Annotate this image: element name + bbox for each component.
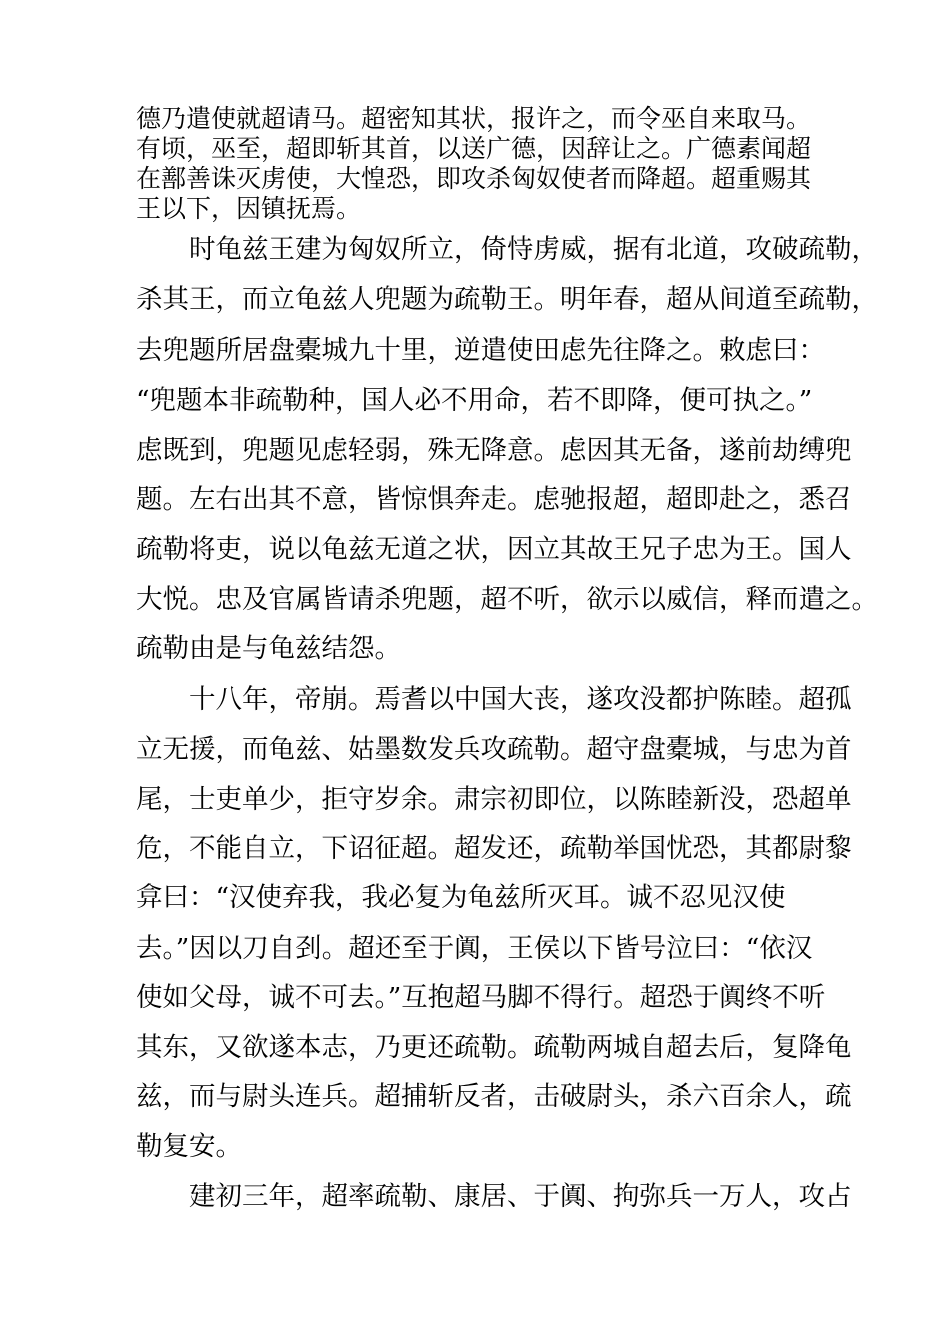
text-line: 德乃遣使就超请马。超密知其状，报许之，而令巫自来取马。 [136,104,812,133]
text-line: 题。左右出其不意，皆惊惧奔走。虑驰报超，超即赴之，悉召 [136,484,852,515]
text-line: 立无援，而龟兹、姑墨数发兵攻疏勒。超守盘橐城，与忠为首 [136,734,852,765]
text-line: 去。”因以刀自刭。超还至于阗，王侯以下皆号泣曰：“依汉 [136,933,813,964]
text-line: 大悦。忠及官属皆请杀兜题，超不听，欲示以威信，释而遣之。 [136,584,878,615]
text-line: 时龟兹王建为匈奴所立，倚恃虏威，据有北道，攻破疏勒， [189,234,878,265]
text-line: 虑既到，兜题见虑轻弱，殊无降意。虑因其无备，遂前劫缚兜 [136,435,852,466]
text-line: 勒复安。 [136,1131,242,1162]
text-line: 使如父母，诚不可去。”互抱超马脚不得行。超恐于阗终不听 [136,982,826,1013]
text-line: “兜题本非疏勒种，国人必不用命，若不即降，便可执之。” [136,385,813,416]
text-line: 建初三年，超率疏勒、康居、于阗、拘弥兵一万人，攻占 [189,1181,852,1212]
text-line: 在鄯善诛灭虏使，大惶恐，即攻杀匈奴使者而降超。超重赐其 [136,164,812,193]
text-line: 弇曰：“汉使弃我，我必复为龟兹所灭耳。诚不忍见汉使 [136,882,786,913]
text-line: 去兜题所居盘橐城九十里，逆遣使田虑先往降之。敕虑曰： [136,335,825,366]
text-line: 有顷，巫至，超即斩其首，以送广德，因辞让之。广德素闻超 [136,134,812,163]
text-line: 疏勒由是与龟兹结怨。 [136,633,401,664]
text-line: 尾，士吏单少，拒守岁余。肃宗初即位，以陈睦新没，恐超单 [136,784,852,815]
text-line: 疏勒将吏，说以龟兹无道之状，因立其故王兄子忠为王。国人 [136,534,852,565]
text-line: 危，不能自立，下诏征超。超发还，疏勒举国忧恐，其都尉黎 [136,833,852,864]
text-line: 杀其王，而立龟兹人兜题为疏勒王。明年春，超从间道至疏勒， [136,284,878,315]
text-line: 王以下，因镇抚焉。 [136,194,362,223]
text-line: 兹，而与尉头连兵。超捕斩反者，击破尉头，杀六百余人，疏 [136,1081,852,1112]
text-line: 十八年，帝崩。焉耆以中国大丧，遂攻没都护陈睦。超孤 [189,684,852,715]
text-line: 其东，又欲遂本志，乃更还疏勒。疏勒两城自超去后，复降龟 [136,1032,852,1063]
